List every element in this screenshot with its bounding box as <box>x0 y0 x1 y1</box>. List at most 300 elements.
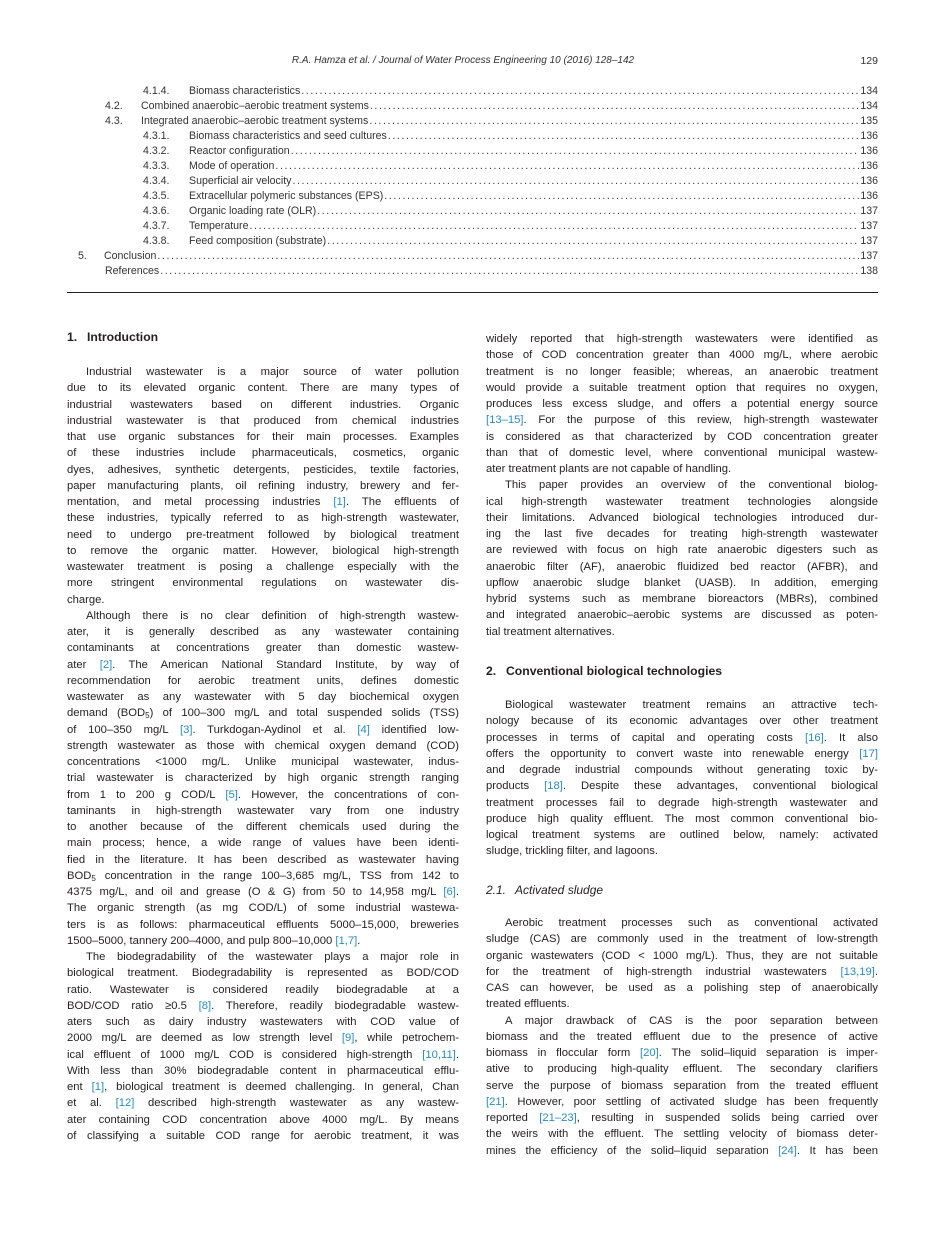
text-run: . It has been <box>796 1144 878 1157</box>
text-run: This paper provides an overview of the conventional biolog- <box>505 479 878 492</box>
toc-entry-title: Temperature <box>189 220 249 232</box>
text-line <box>67 575 459 591</box>
text-run: hybrid systems such as membrane bioreactors (MBRs), combined <box>486 593 878 605</box>
text-line <box>67 397 459 413</box>
citation-link[interactable]: [3] <box>179 723 193 736</box>
toc-entry-number: 4.3.4. <box>143 175 170 187</box>
toc-entry-number: 4.3.1. <box>143 130 170 142</box>
text-run: offers the opportunity to convert waste into renewable energy <box>486 747 860 760</box>
divider <box>67 292 878 293</box>
text-run: , while petrochem- <box>354 1032 459 1045</box>
text-run: ical effluent of 1000 mg/L COD is considered high-strength <box>67 1048 423 1061</box>
text-run: , resulting in suspended solids being carried over <box>576 1112 878 1124</box>
text-run: produces less excess sludge, and offers a potential energy source <box>486 398 878 410</box>
text-line <box>486 380 878 396</box>
text-run: charge. <box>67 593 105 606</box>
toc-entry-title: Mode of operation <box>189 160 275 172</box>
toc-entry-title: Feed composition (substrate) <box>189 235 327 247</box>
paragraph <box>67 608 459 949</box>
text-line <box>486 331 878 347</box>
text-line <box>67 592 459 608</box>
toc-entry-title: Biomass characteristics and seed cultures <box>189 130 387 142</box>
text-run: biological treatment. Biodegradability is represented as BOD/COD <box>67 967 459 980</box>
text-line <box>486 461 878 477</box>
text-line <box>486 1013 878 1029</box>
text-run: that use organic substances for their main processes. Examples <box>67 431 459 443</box>
text-run: Aerobic treatment processes such as conventional activated <box>505 917 878 929</box>
section2-1-body <box>486 915 878 1159</box>
text-line <box>486 746 878 762</box>
text-run: BOD <box>67 869 92 882</box>
toc-leader-dots <box>388 129 859 144</box>
text-line <box>486 526 878 542</box>
section-title: Introduction <box>87 330 159 344</box>
text-line <box>67 1079 459 1095</box>
running-head: R.A. Hamza et al. / Journal of Water Process Engineering 10 (2016) 128–142 <box>291 55 635 66</box>
text-run: . <box>455 886 459 898</box>
toc-entry[interactable] <box>67 264 878 279</box>
text-run: of 100–350 mg/L <box>67 723 180 736</box>
page-number: 129 <box>860 55 878 67</box>
text-run: BOD/COD ratio ≥0.5 <box>67 999 199 1012</box>
section-number: 2. <box>486 664 497 678</box>
text-run: . The American National Standard Institute, by way of <box>112 658 460 671</box>
text-run: . For the purpose of this review, high-strength wastewater <box>523 414 878 427</box>
text-run: wastewater as any wastewater with 5 day biochemical oxygen <box>67 691 459 703</box>
toc-entry[interactable] <box>67 249 878 264</box>
citation-link[interactable]: [21] <box>486 1095 505 1108</box>
text-line <box>67 998 459 1014</box>
toc-entry-page: 135 <box>860 115 878 127</box>
text-run: . Therefore, readily biodegradable wastew- <box>211 999 459 1012</box>
text-line <box>67 1112 459 1128</box>
text-run: 1500–5000, tannery 200–4000, and pulp 800–10,000 <box>67 934 336 947</box>
section-number: 1. <box>67 330 78 344</box>
introduction-body <box>67 364 459 1144</box>
toc-entry-page: 136 <box>860 145 878 157</box>
text-run: upflow anaerobic sludge blanket (UASB). In addition, emerging <box>486 576 878 589</box>
text-run: treated effluents. <box>486 998 570 1011</box>
toc-entry-title: Organic loading rate (OLR) <box>189 205 317 217</box>
text-line <box>486 412 878 428</box>
text-run: to another because of the different chemicals used during the <box>67 821 459 833</box>
text-run: treatment processes fail to degrade high-strength wastewater and <box>486 796 878 809</box>
text-run: The organic strength (as mg COD/L) of some industrial wastewa- <box>67 902 459 915</box>
toc-entry[interactable] <box>67 144 878 159</box>
citation-link[interactable]: [2] <box>99 658 113 671</box>
toc-entry-page: 136 <box>860 190 878 202</box>
text-run: ) of 100–300 mg/L and total suspended solids (TSS) <box>149 707 459 720</box>
text-run: identified low- <box>369 723 459 736</box>
paragraph <box>486 331 878 477</box>
citation-link[interactable]: [8] <box>198 999 212 1012</box>
text-line <box>486 1094 878 1110</box>
text-line <box>67 900 459 916</box>
toc-entry-title: Biomass characteristics <box>189 85 301 97</box>
citation-link[interactable]: [20] <box>640 1047 659 1059</box>
text-line <box>67 478 459 494</box>
text-run: . Despite these advantages, conventional biological <box>562 780 878 793</box>
text-run: , biological treatment is deemed challenging. In general, Chan <box>104 1081 459 1093</box>
citation-link[interactable]: [16] <box>804 731 824 744</box>
citation-link[interactable]: [13–15] <box>486 414 524 427</box>
toc-entry-page: 134 <box>860 100 878 112</box>
toc-leader-dots <box>291 144 860 159</box>
text-line <box>486 843 878 859</box>
subsection-title: Activated sludge <box>515 883 604 897</box>
text-line <box>67 705 459 721</box>
text-run: paper manufacturing plants, oil refining industry, brewery and fer- <box>67 479 459 492</box>
toc-entry-number: 4.3.5. <box>143 190 170 202</box>
paragraph <box>67 949 459 1144</box>
text-line <box>486 624 878 640</box>
text-line <box>67 462 459 478</box>
text-line <box>67 754 459 770</box>
citation-link[interactable]: [12] <box>115 1097 135 1110</box>
section-heading-introduction <box>67 330 158 344</box>
text-run: are reviewed with focus on high rate anaerobic digesters such as <box>486 544 878 557</box>
toc-entry-number: 4.3.7. <box>143 220 170 232</box>
citation-link[interactable]: [4] <box>357 723 370 736</box>
toc-entry-page: 137 <box>860 205 878 217</box>
text-line <box>486 713 878 729</box>
text-run: Industrial wastewater is a major source of water pollution <box>86 366 459 378</box>
toc-entry-number: 4.1.4. <box>143 85 170 97</box>
subsection-number: 2.1. <box>486 883 507 897</box>
toc-entry[interactable] <box>67 204 878 219</box>
citation-link[interactable]: [5] <box>225 788 238 801</box>
text-line <box>67 413 459 429</box>
text-run: ters is as follows: pharmaceutical effluents 5000–15,000, breweries <box>67 918 459 931</box>
text-run: aters such as dairy industry wastewaters with COD value of <box>67 1016 459 1028</box>
text-run: products <box>486 780 545 793</box>
text-run: nology because of its economic advantages over other treatment <box>486 715 878 728</box>
text-line <box>486 1110 878 1126</box>
text-line <box>67 657 459 673</box>
paragraph <box>486 1013 878 1159</box>
text-run: organic wastewaters (COD < 1000 mg/L). Thus, they are not suitable <box>486 949 878 962</box>
text-line <box>486 1045 878 1061</box>
text-run: ater treatment plants are not capable of handling. <box>486 463 732 475</box>
text-line <box>486 1061 878 1077</box>
text-line <box>486 915 878 931</box>
text-run: . The solid–liquid separation is imper- <box>658 1047 878 1059</box>
citation-link[interactable]: [6] <box>443 886 456 898</box>
text-line <box>486 795 878 811</box>
text-run: industrial wastewaters based on different industries. Organic <box>67 398 459 411</box>
text-run: those of COD concentration greater than 4000 mg/L, where aerobic <box>486 349 878 362</box>
text-line <box>486 494 878 510</box>
toc-entry-title: References <box>105 265 160 277</box>
text-run: ater, it is generally described as any wastewater containing <box>67 626 459 638</box>
toc-leader-dots <box>369 114 859 129</box>
text-line <box>67 1128 459 1144</box>
text-run: need to undergo pre-treatment followed by biological treatment <box>67 528 459 541</box>
text-run: the weirs with the effluent. The settling velocity of biomass deter- <box>486 1128 878 1141</box>
toc-entry[interactable] <box>67 219 878 234</box>
text-run: would provide a suitable treatment option that requires no oxygen, <box>486 381 878 394</box>
text-run: of these industries include pharmaceuticals, cosmetics, organic <box>67 447 459 460</box>
text-run: Biological wastewater treatment remains an attractive tech- <box>505 699 878 711</box>
toc-leader-dots <box>249 219 859 234</box>
toc-entry-number: 5. <box>78 250 87 262</box>
text-run: of classifying a suitable COD range for aerobic treatment, it was <box>67 1129 459 1142</box>
toc-leader-dots <box>157 249 859 264</box>
citation-link[interactable]: [24] <box>778 1144 797 1157</box>
text-line <box>67 884 459 900</box>
text-run: industrial wastewater is that produced from chemical industries <box>67 414 459 427</box>
text-line <box>67 917 459 933</box>
text-run: reported <box>486 1112 540 1124</box>
text-line <box>486 778 878 794</box>
text-run: logical treatment systems are outlined below, namely: activated <box>486 829 878 841</box>
text-run: due to its elevated organic content. There are many types of <box>67 382 459 395</box>
text-line <box>67 1047 459 1063</box>
text-run: 4375 mg/L, and oil and grease (O & G) from 50 to 14,958 mg/L <box>67 886 444 898</box>
text-run: ater <box>67 658 100 671</box>
toc-entry-title: Integrated anaerobic–aerobic treatment systems <box>141 115 369 127</box>
toc-entry-title: Extracellular polymeric substances (EPS) <box>189 190 384 202</box>
toc-leader-dots <box>275 159 859 174</box>
text-line <box>67 543 459 559</box>
toc-entry-page: 138 <box>860 265 878 277</box>
text-run: fied in the literature. It has been described as wastewater having <box>67 853 459 866</box>
toc-leader-dots <box>384 189 859 204</box>
text-line <box>67 640 459 656</box>
text-line <box>486 445 878 461</box>
text-line <box>67 803 459 819</box>
text-run: treatment is no longer feasible; whereas, an anaerobic treatment <box>486 365 878 378</box>
text-line <box>67 380 459 396</box>
text-line <box>67 770 459 786</box>
citation-link[interactable]: [9] <box>341 1032 355 1045</box>
text-line <box>67 738 459 754</box>
text-run: than that of domestic level, where conventional municipal wastew- <box>486 446 878 459</box>
text-line <box>67 1063 459 1079</box>
text-line <box>67 494 459 510</box>
toc-entry-number: 4.3.8. <box>143 235 170 247</box>
citation-link[interactable]: [21–23] <box>539 1112 577 1124</box>
citation-link[interactable]: [1] <box>91 1081 105 1093</box>
text-line <box>67 429 459 445</box>
text-line <box>67 364 459 380</box>
text-run: et al. <box>67 1097 116 1110</box>
text-run: ative to producing high-quality effluent. The secondary clarifiers <box>486 1063 878 1076</box>
text-line <box>67 608 459 624</box>
text-line <box>67 673 459 689</box>
toc-entry-page: 134 <box>860 85 878 97</box>
text-run: sludge (CAS) are commonly used in the treatment of low-strength <box>486 933 878 946</box>
toc-entry-number: 4.3.3. <box>143 160 170 172</box>
text-run: . <box>455 1048 459 1061</box>
text-line <box>67 1014 459 1030</box>
toc-entry-page: 137 <box>860 235 878 247</box>
text-line <box>486 429 878 445</box>
text-line <box>486 477 878 493</box>
subsection-heading-activated-sludge <box>486 883 603 897</box>
toc-leader-dots <box>160 264 859 279</box>
paragraph <box>486 915 878 1013</box>
text-line <box>67 819 459 835</box>
text-run: concentration in the range 100–3,685 mg/L, TSS from 142 to <box>95 869 459 882</box>
text-run: contaminants at concentrations greater than domestic wastew- <box>67 642 459 655</box>
text-run: trial wastewater is characterized by high organic strength ranging <box>67 772 459 785</box>
toc-leader-dots <box>317 204 859 219</box>
text-line <box>486 697 878 713</box>
toc-entry-title: Superficial air velocity <box>189 175 292 187</box>
text-run: produce high quality effluent. The most common conventional bio- <box>486 812 878 825</box>
text-line <box>67 852 459 868</box>
text-line <box>486 607 878 623</box>
text-line <box>486 931 878 947</box>
subscript: 5 <box>91 873 96 883</box>
toc-entry[interactable] <box>67 159 878 174</box>
toc-entry[interactable] <box>67 84 878 99</box>
citation-link[interactable]: [1] <box>333 496 346 508</box>
text-line <box>486 1143 878 1159</box>
introduction-body-continued <box>486 331 878 640</box>
text-line <box>67 933 459 949</box>
text-line <box>486 591 878 607</box>
text-line <box>486 347 878 363</box>
text-line <box>67 868 459 884</box>
text-run: is considered as that characterized by COD concentration greater <box>486 430 878 443</box>
text-line <box>67 982 459 998</box>
section-title: Conventional biological technologies <box>506 664 723 678</box>
text-run: from 1 to 200 g COD/L <box>67 788 226 801</box>
text-run: recommendation for aerobic treatment units, defines domestic <box>67 674 459 687</box>
citation-link[interactable]: [13,19] <box>840 965 875 978</box>
toc-entry-page: 137 <box>860 220 878 232</box>
citation-link[interactable]: [10,11] <box>422 1048 456 1061</box>
text-line <box>486 1029 878 1045</box>
text-line <box>67 949 459 965</box>
text-line <box>67 689 459 705</box>
citation-link[interactable]: [17] <box>859 747 878 760</box>
toc-entry-number: 4.2. <box>105 100 123 112</box>
citation-link[interactable]: [18] <box>544 780 563 793</box>
text-run: Although there is no clear definition of high-strength wastew- <box>86 609 459 622</box>
text-run: and degrade industrial compounds without generating toxic by- <box>486 764 878 776</box>
toc-entry-page: 136 <box>860 175 878 187</box>
text-run: widely reported that high-strength wastewaters were identified as <box>486 333 878 345</box>
text-line <box>486 575 878 591</box>
text-run: The biodegradability of the wastewater plays a major role in <box>86 951 459 963</box>
text-line <box>486 827 878 843</box>
text-line <box>486 762 878 778</box>
text-run: for the treatment of high-strength industrial wastewaters <box>486 965 841 978</box>
paragraph <box>486 697 878 860</box>
text-run: described high-strength wastewater as any wastew- <box>134 1097 459 1110</box>
text-run: dyes, adhesives, synthetic detergents, pesticides, textile factories, <box>67 463 459 476</box>
text-run: and integrated anaerobic–aerobic systems are discussed as poten- <box>486 609 878 622</box>
text-line <box>486 964 878 980</box>
text-line <box>67 510 459 526</box>
text-line <box>67 445 459 461</box>
text-run: taminants in high-strength wastewater vary from one industry <box>67 804 459 817</box>
toc-leader-dots <box>301 84 859 99</box>
toc-leader-dots <box>370 99 859 114</box>
table-of-contents <box>67 84 878 279</box>
text-line <box>67 1030 459 1046</box>
text-run: wastewater treatment is posing a challenge especially with the <box>67 561 459 573</box>
text-line <box>67 527 459 543</box>
text-line <box>486 811 878 827</box>
toc-entry-title: Reactor configuration <box>189 145 290 157</box>
text-run: more stringent environmental regulations on wastewater dis- <box>67 577 459 590</box>
text-run: serve the purpose of biomass separation from the treated effluent <box>486 1079 878 1092</box>
text-run: main process; hence, a wide range of values have been identi- <box>67 837 459 850</box>
toc-entry[interactable] <box>67 174 878 189</box>
text-run: . However, the concentrations of con- <box>237 788 459 801</box>
text-run: . <box>357 934 361 947</box>
text-run: mentation, and metal processing industries <box>67 496 334 508</box>
text-line <box>486 1078 878 1094</box>
text-run: A major drawback of CAS is the poor separation between <box>505 1014 878 1027</box>
toc-entry-title: Conclusion <box>104 250 157 262</box>
text-run: these industries, typically referred to as high-strength wastewater, <box>67 512 459 525</box>
text-line <box>486 510 878 526</box>
text-run: With less than 30% biodegradable content in pharmaceutical efflu- <box>67 1064 459 1077</box>
toc-leader-dots <box>327 234 859 249</box>
section-heading-conventional <box>486 664 722 678</box>
text-line <box>67 835 459 851</box>
text-run: processes in terms of capital and operating costs <box>486 731 805 744</box>
text-run: sludge, trickling filter, and lagoons. <box>486 845 658 858</box>
text-line <box>486 542 878 558</box>
text-line <box>486 730 878 746</box>
paragraph <box>67 364 459 608</box>
toc-entry-page: 136 <box>860 160 878 172</box>
toc-entry-page: 137 <box>860 250 878 262</box>
text-run: CAS can however, be used as a polishing step of anaerobically <box>486 982 878 994</box>
toc-entry[interactable] <box>67 129 878 144</box>
text-run: biomass in floccular form <box>486 1047 641 1059</box>
text-run: . However, poor settling of activated sludge has been frequently <box>504 1095 878 1108</box>
text-line <box>486 948 878 964</box>
toc-entry-number: 4.3.6. <box>143 205 170 217</box>
toc-entry[interactable] <box>67 99 878 114</box>
text-line <box>486 1126 878 1142</box>
text-run: anaerobic filter (AF), anaerobic fluidized bed reactor (AFBR), and <box>486 560 878 573</box>
citation-link[interactable]: [1,7] <box>335 934 358 947</box>
toc-entry[interactable] <box>67 189 878 204</box>
text-run: ater containing COD concentration above 4000 mg/L. By means <box>67 1113 459 1126</box>
text-run: mines the efficiency of the solid–liquid separation <box>486 1144 779 1157</box>
text-run: strength wastewater as those with chemical oxygen demand (COD) <box>67 739 459 752</box>
text-run: ent <box>67 1081 92 1093</box>
text-line <box>67 787 459 803</box>
text-line <box>67 624 459 640</box>
text-line <box>67 722 459 738</box>
text-run: 2000 mg/L are deemed as low strength level <box>67 1032 342 1045</box>
toc-entry[interactable] <box>67 234 878 249</box>
text-line <box>486 996 878 1012</box>
text-line <box>67 965 459 981</box>
text-run: . The effluents of <box>345 496 459 508</box>
toc-leader-dots <box>292 174 859 189</box>
text-run: ing the last five decades for treating high-strength wastewater <box>486 528 878 540</box>
text-run: concentrations <1000 mg/L. Unlike municipal wastewater, indus- <box>67 756 459 768</box>
text-run: biomass and the treated effluent due to the presence of active <box>486 1030 878 1043</box>
text-run: . It also <box>823 731 878 744</box>
text-line <box>486 980 878 996</box>
toc-entry-page: 136 <box>860 130 878 142</box>
toc-entry[interactable] <box>67 114 878 129</box>
text-line <box>67 559 459 575</box>
text-run: ical high-strength wastewater treatment technologies alongside <box>486 495 878 508</box>
text-line <box>67 1095 459 1111</box>
